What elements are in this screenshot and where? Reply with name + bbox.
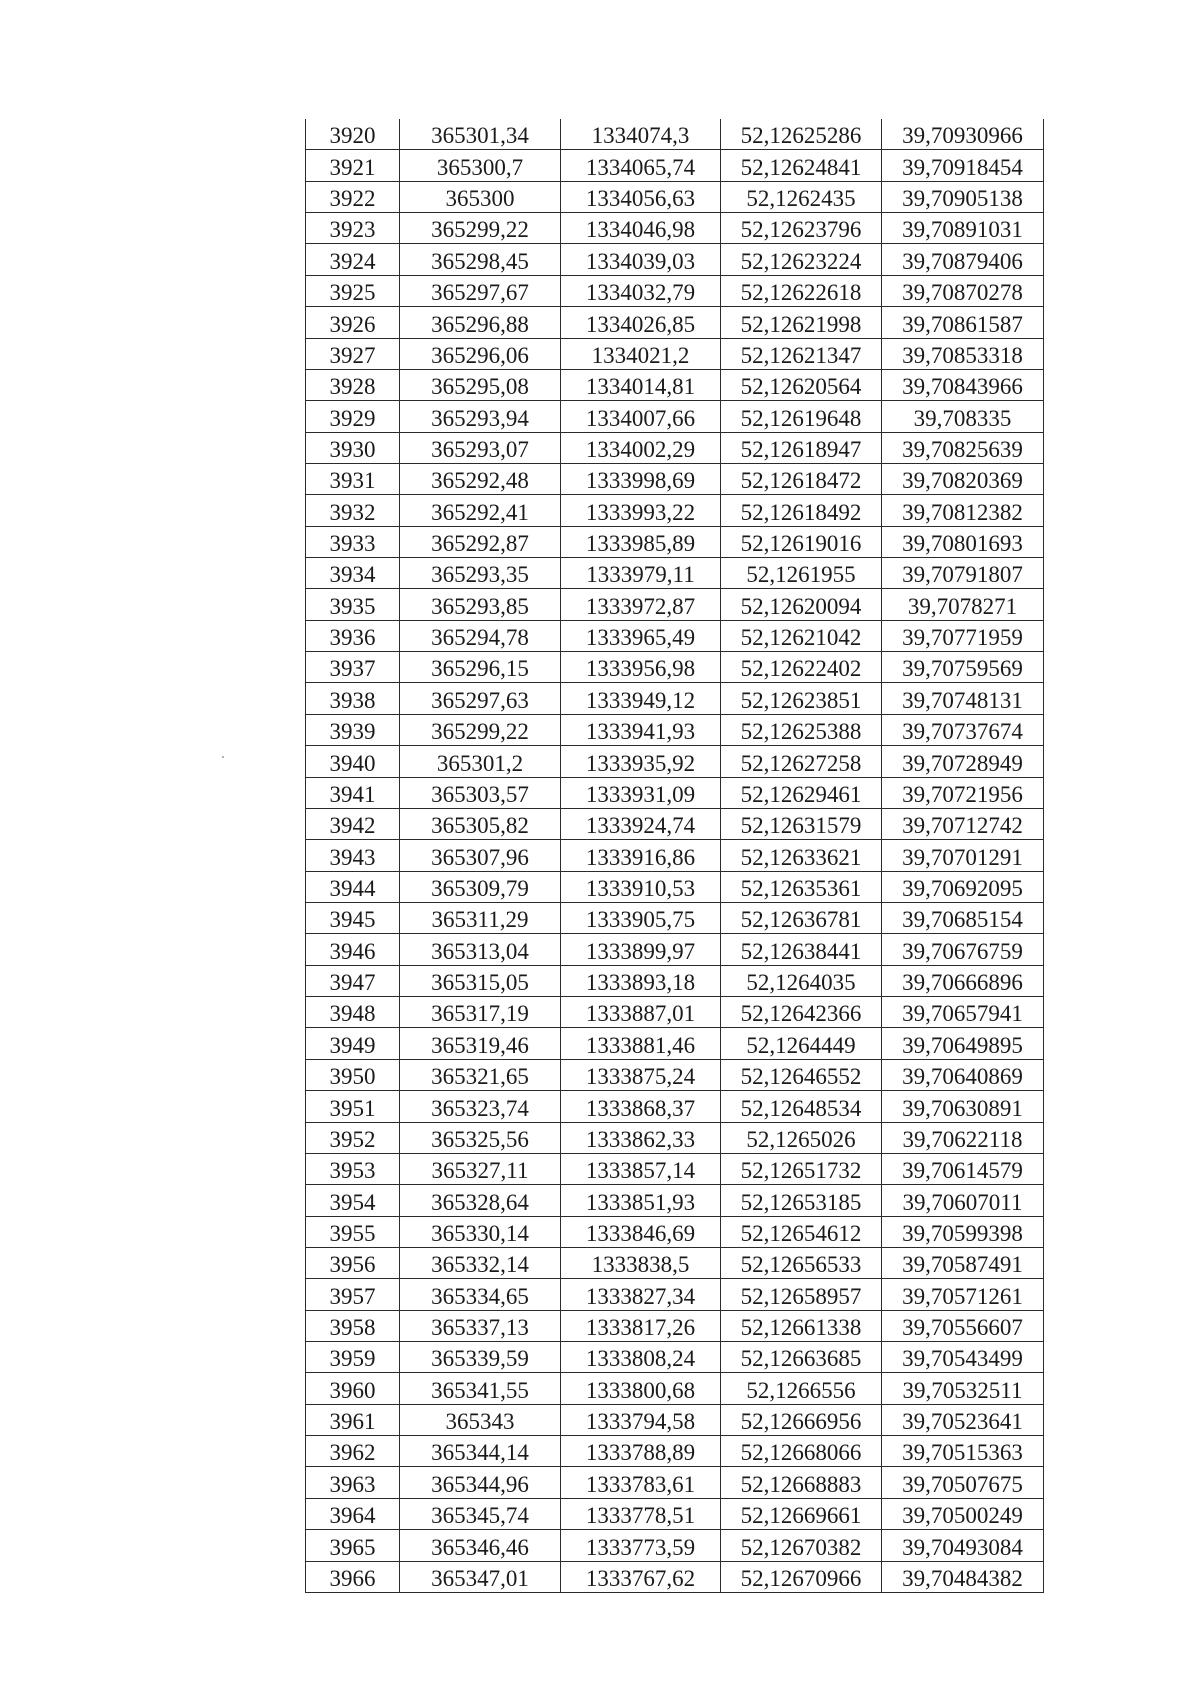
x-coordinate-cell: 365344,14 bbox=[400, 1436, 561, 1467]
table-row bbox=[306, 871, 1044, 902]
longitude-cell: 39,70532511 bbox=[882, 1373, 1044, 1404]
latitude-cell: 52,12618947 bbox=[721, 432, 882, 463]
table-row bbox=[306, 714, 1044, 745]
table-row bbox=[306, 1091, 1044, 1122]
y-coordinate-cell: 1333979,11 bbox=[561, 558, 721, 589]
latitude-cell: 52,12620094 bbox=[721, 589, 882, 620]
y-coordinate-cell: 1333935,92 bbox=[561, 746, 721, 777]
longitude-cell: 39,70649895 bbox=[882, 1028, 1044, 1059]
x-coordinate-cell: 365332,14 bbox=[400, 1247, 561, 1278]
latitude-cell: 52,12627258 bbox=[721, 746, 882, 777]
x-coordinate-cell: 365344,96 bbox=[400, 1467, 561, 1498]
longitude-cell: 39,70692095 bbox=[882, 871, 1044, 902]
point-number-cell: 3961 bbox=[306, 1404, 400, 1435]
longitude-cell: 39,70728949 bbox=[882, 746, 1044, 777]
longitude-cell: 39,70930966 bbox=[882, 119, 1044, 150]
point-number-cell: 3958 bbox=[306, 1310, 400, 1341]
point-number-cell: 3934 bbox=[306, 558, 400, 589]
latitude-cell: 52,1264035 bbox=[721, 965, 882, 996]
point-number-cell: 3953 bbox=[306, 1153, 400, 1184]
point-number-cell: 3936 bbox=[306, 620, 400, 651]
table-row bbox=[306, 1216, 1044, 1247]
x-coordinate-cell: 365293,35 bbox=[400, 558, 561, 589]
table-row bbox=[306, 1153, 1044, 1184]
longitude-cell: 39,70918454 bbox=[882, 150, 1044, 181]
point-number-cell: 3921 bbox=[306, 150, 400, 181]
table-row bbox=[306, 1122, 1044, 1153]
latitude-cell: 52,12619648 bbox=[721, 401, 882, 432]
x-coordinate-cell: 365295,08 bbox=[400, 369, 561, 400]
y-coordinate-cell: 1334074,3 bbox=[561, 119, 721, 150]
point-number-cell: 3946 bbox=[306, 934, 400, 965]
table-row bbox=[306, 213, 1044, 244]
y-coordinate-cell: 1333931,09 bbox=[561, 777, 721, 808]
point-number-cell: 3944 bbox=[306, 871, 400, 902]
y-coordinate-cell: 1334032,79 bbox=[561, 275, 721, 306]
y-coordinate-cell: 1333893,18 bbox=[561, 965, 721, 996]
x-coordinate-cell: 365292,48 bbox=[400, 463, 561, 494]
x-coordinate-cell: 365297,67 bbox=[400, 275, 561, 306]
longitude-cell: 39,70771959 bbox=[882, 620, 1044, 651]
x-coordinate-cell: 365334,65 bbox=[400, 1279, 561, 1310]
longitude-cell: 39,70507675 bbox=[882, 1467, 1044, 1498]
x-coordinate-cell: 365292,41 bbox=[400, 495, 561, 526]
y-coordinate-cell: 1333778,51 bbox=[561, 1498, 721, 1529]
latitude-cell: 52,12635361 bbox=[721, 871, 882, 902]
longitude-cell: 39,70556607 bbox=[882, 1310, 1044, 1341]
x-coordinate-cell: 365307,96 bbox=[400, 840, 561, 871]
y-coordinate-cell: 1333949,12 bbox=[561, 683, 721, 714]
y-coordinate-cell: 1334056,63 bbox=[561, 181, 721, 212]
point-number-cell: 3927 bbox=[306, 338, 400, 369]
table-row bbox=[306, 275, 1044, 306]
table-row bbox=[306, 1404, 1044, 1435]
y-coordinate-cell: 1333862,33 bbox=[561, 1122, 721, 1153]
y-coordinate-cell: 1334007,66 bbox=[561, 401, 721, 432]
latitude-cell: 52,12633621 bbox=[721, 840, 882, 871]
point-number-cell: 3938 bbox=[306, 683, 400, 714]
y-coordinate-cell: 1334039,03 bbox=[561, 244, 721, 275]
x-coordinate-cell: 365297,63 bbox=[400, 683, 561, 714]
point-number-cell: 3952 bbox=[306, 1122, 400, 1153]
longitude-cell: 39,70500249 bbox=[882, 1498, 1044, 1529]
latitude-cell: 52,12623796 bbox=[721, 213, 882, 244]
latitude-cell: 52,12623224 bbox=[721, 244, 882, 275]
latitude-cell: 52,12668883 bbox=[721, 1467, 882, 1498]
latitude-cell: 52,12636781 bbox=[721, 902, 882, 933]
y-coordinate-cell: 1333965,49 bbox=[561, 620, 721, 651]
y-coordinate-cell: 1333941,93 bbox=[561, 714, 721, 745]
x-coordinate-cell: 365305,82 bbox=[400, 808, 561, 839]
table-row bbox=[306, 1436, 1044, 1467]
point-number-cell: 3923 bbox=[306, 213, 400, 244]
table-row bbox=[306, 934, 1044, 965]
longitude-cell: 39,70721956 bbox=[882, 777, 1044, 808]
x-coordinate-cell: 365296,15 bbox=[400, 652, 561, 683]
latitude-cell: 52,12622618 bbox=[721, 275, 882, 306]
table-row bbox=[306, 589, 1044, 620]
y-coordinate-cell: 1334046,98 bbox=[561, 213, 721, 244]
latitude-cell: 52,12618472 bbox=[721, 463, 882, 494]
y-coordinate-cell: 1333881,46 bbox=[561, 1028, 721, 1059]
y-coordinate-cell: 1333808,24 bbox=[561, 1342, 721, 1373]
x-coordinate-cell: 365330,14 bbox=[400, 1216, 561, 1247]
y-coordinate-cell: 1333910,53 bbox=[561, 871, 721, 902]
longitude-cell: 39,70523641 bbox=[882, 1404, 1044, 1435]
y-coordinate-cell: 1333767,62 bbox=[561, 1561, 721, 1592]
x-coordinate-cell: 365300 bbox=[400, 181, 561, 212]
x-coordinate-cell: 365292,87 bbox=[400, 526, 561, 557]
x-coordinate-cell: 365294,78 bbox=[400, 620, 561, 651]
point-number-cell: 3928 bbox=[306, 369, 400, 400]
table-row bbox=[306, 150, 1044, 181]
point-number-cell: 3959 bbox=[306, 1342, 400, 1373]
longitude-cell: 39,70712742 bbox=[882, 808, 1044, 839]
x-coordinate-cell: 365293,07 bbox=[400, 432, 561, 463]
longitude-cell: 39,70905138 bbox=[882, 181, 1044, 212]
latitude-cell: 52,12621042 bbox=[721, 620, 882, 651]
longitude-cell: 39,70820369 bbox=[882, 463, 1044, 494]
longitude-cell: 39,70484382 bbox=[882, 1561, 1044, 1592]
y-coordinate-cell: 1333875,24 bbox=[561, 1059, 721, 1090]
latitude-cell: 52,1261955 bbox=[721, 558, 882, 589]
point-number-cell: 3947 bbox=[306, 965, 400, 996]
longitude-cell: 39,70493084 bbox=[882, 1530, 1044, 1561]
y-coordinate-cell: 1333972,87 bbox=[561, 589, 721, 620]
point-number-cell: 3920 bbox=[306, 119, 400, 150]
point-number-cell: 3935 bbox=[306, 589, 400, 620]
longitude-cell: 39,70599398 bbox=[882, 1216, 1044, 1247]
x-coordinate-cell: 365321,65 bbox=[400, 1059, 561, 1090]
latitude-cell: 52,12670966 bbox=[721, 1561, 882, 1592]
longitude-cell: 39,70801693 bbox=[882, 526, 1044, 557]
latitude-cell: 52,12651732 bbox=[721, 1153, 882, 1184]
point-number-cell: 3942 bbox=[306, 808, 400, 839]
table-row bbox=[306, 181, 1044, 212]
y-coordinate-cell: 1333998,69 bbox=[561, 463, 721, 494]
longitude-cell: 39,70891031 bbox=[882, 213, 1044, 244]
longitude-cell: 39,70748131 bbox=[882, 683, 1044, 714]
x-coordinate-cell: 365298,45 bbox=[400, 244, 561, 275]
table-body bbox=[306, 119, 1044, 1592]
latitude-cell: 52,12624841 bbox=[721, 150, 882, 181]
latitude-cell: 52,12666956 bbox=[721, 1404, 882, 1435]
table-row bbox=[306, 558, 1044, 589]
y-coordinate-cell: 1333868,37 bbox=[561, 1091, 721, 1122]
point-number-cell: 3966 bbox=[306, 1561, 400, 1592]
table-row bbox=[306, 119, 1044, 150]
point-number-cell: 3941 bbox=[306, 777, 400, 808]
longitude-cell: 39,70607011 bbox=[882, 1185, 1044, 1216]
table-row bbox=[306, 1530, 1044, 1561]
longitude-cell: 39,70812382 bbox=[882, 495, 1044, 526]
latitude-cell: 52,12646552 bbox=[721, 1059, 882, 1090]
table-row bbox=[306, 1185, 1044, 1216]
y-coordinate-cell: 1333800,68 bbox=[561, 1373, 721, 1404]
y-coordinate-cell: 1333916,86 bbox=[561, 840, 721, 871]
latitude-cell: 52,12625388 bbox=[721, 714, 882, 745]
coordinates-table bbox=[305, 119, 1044, 1593]
point-number-cell: 3948 bbox=[306, 997, 400, 1028]
scan-speck bbox=[222, 756, 224, 758]
y-coordinate-cell: 1333956,98 bbox=[561, 652, 721, 683]
table-row bbox=[306, 432, 1044, 463]
latitude-cell: 52,1265026 bbox=[721, 1122, 882, 1153]
x-coordinate-cell: 365293,94 bbox=[400, 401, 561, 432]
latitude-cell: 52,12658957 bbox=[721, 1279, 882, 1310]
y-coordinate-cell: 1334065,74 bbox=[561, 150, 721, 181]
latitude-cell: 52,12619016 bbox=[721, 526, 882, 557]
point-number-cell: 3924 bbox=[306, 244, 400, 275]
table-row bbox=[306, 997, 1044, 1028]
x-coordinate-cell: 365325,56 bbox=[400, 1122, 561, 1153]
latitude-cell: 52,12669661 bbox=[721, 1498, 882, 1529]
point-number-cell: 3931 bbox=[306, 463, 400, 494]
table-row bbox=[306, 808, 1044, 839]
latitude-cell: 52,12670382 bbox=[721, 1530, 882, 1561]
table-row bbox=[306, 746, 1044, 777]
x-coordinate-cell: 365313,04 bbox=[400, 934, 561, 965]
x-coordinate-cell: 365303,57 bbox=[400, 777, 561, 808]
latitude-cell: 52,12629461 bbox=[721, 777, 882, 808]
y-coordinate-cell: 1334021,2 bbox=[561, 338, 721, 369]
longitude-cell: 39,70657941 bbox=[882, 997, 1044, 1028]
table-row bbox=[306, 369, 1044, 400]
x-coordinate-cell: 365327,11 bbox=[400, 1153, 561, 1184]
latitude-cell: 52,12621347 bbox=[721, 338, 882, 369]
x-coordinate-cell: 365343 bbox=[400, 1404, 561, 1435]
point-number-cell: 3945 bbox=[306, 902, 400, 933]
longitude-cell: 39,70640869 bbox=[882, 1059, 1044, 1090]
x-coordinate-cell: 365339,59 bbox=[400, 1342, 561, 1373]
y-coordinate-cell: 1333817,26 bbox=[561, 1310, 721, 1341]
y-coordinate-cell: 1333899,97 bbox=[561, 934, 721, 965]
longitude-cell: 39,70701291 bbox=[882, 840, 1044, 871]
point-number-cell: 3954 bbox=[306, 1185, 400, 1216]
y-coordinate-cell: 1333773,59 bbox=[561, 1530, 721, 1561]
table-row bbox=[306, 902, 1044, 933]
x-coordinate-cell: 365341,55 bbox=[400, 1373, 561, 1404]
longitude-cell: 39,70630891 bbox=[882, 1091, 1044, 1122]
point-number-cell: 3937 bbox=[306, 652, 400, 683]
x-coordinate-cell: 365311,29 bbox=[400, 902, 561, 933]
table-row bbox=[306, 401, 1044, 432]
y-coordinate-cell: 1334014,81 bbox=[561, 369, 721, 400]
point-number-cell: 3930 bbox=[306, 432, 400, 463]
latitude-cell: 52,1266556 bbox=[721, 1373, 882, 1404]
table-row bbox=[306, 307, 1044, 338]
latitude-cell: 52,12661338 bbox=[721, 1310, 882, 1341]
longitude-cell: 39,70587491 bbox=[882, 1247, 1044, 1278]
point-number-cell: 3929 bbox=[306, 401, 400, 432]
latitude-cell: 52,12618492 bbox=[721, 495, 882, 526]
latitude-cell: 52,12663685 bbox=[721, 1342, 882, 1373]
longitude-cell: 39,70861587 bbox=[882, 307, 1044, 338]
point-number-cell: 3957 bbox=[306, 1279, 400, 1310]
x-coordinate-cell: 365317,19 bbox=[400, 997, 561, 1028]
table-row bbox=[306, 244, 1044, 275]
x-coordinate-cell: 365309,79 bbox=[400, 871, 561, 902]
longitude-cell: 39,708335 bbox=[882, 401, 1044, 432]
y-coordinate-cell: 1333985,89 bbox=[561, 526, 721, 557]
latitude-cell: 52,12622402 bbox=[721, 652, 882, 683]
latitude-cell: 52,12621998 bbox=[721, 307, 882, 338]
latitude-cell: 52,1264449 bbox=[721, 1028, 882, 1059]
point-number-cell: 3955 bbox=[306, 1216, 400, 1247]
x-coordinate-cell: 365299,22 bbox=[400, 714, 561, 745]
table-row bbox=[306, 1310, 1044, 1341]
y-coordinate-cell: 1333827,34 bbox=[561, 1279, 721, 1310]
longitude-cell: 39,7078271 bbox=[882, 589, 1044, 620]
longitude-cell: 39,70614579 bbox=[882, 1153, 1044, 1184]
latitude-cell: 52,12654612 bbox=[721, 1216, 882, 1247]
x-coordinate-cell: 365323,74 bbox=[400, 1091, 561, 1122]
point-number-cell: 3960 bbox=[306, 1373, 400, 1404]
table-row bbox=[306, 1467, 1044, 1498]
longitude-cell: 39,70685154 bbox=[882, 902, 1044, 933]
point-number-cell: 3951 bbox=[306, 1091, 400, 1122]
longitude-cell: 39,70666896 bbox=[882, 965, 1044, 996]
table-row bbox=[306, 777, 1044, 808]
point-number-cell: 3940 bbox=[306, 746, 400, 777]
y-coordinate-cell: 1333857,14 bbox=[561, 1153, 721, 1184]
longitude-cell: 39,70737674 bbox=[882, 714, 1044, 745]
point-number-cell: 3949 bbox=[306, 1028, 400, 1059]
table-row bbox=[306, 652, 1044, 683]
table-row bbox=[306, 965, 1044, 996]
longitude-cell: 39,70759569 bbox=[882, 652, 1044, 683]
y-coordinate-cell: 1333794,58 bbox=[561, 1404, 721, 1435]
table-row bbox=[306, 1498, 1044, 1529]
longitude-cell: 39,70853318 bbox=[882, 338, 1044, 369]
x-coordinate-cell: 365346,46 bbox=[400, 1530, 561, 1561]
longitude-cell: 39,70879406 bbox=[882, 244, 1044, 275]
x-coordinate-cell: 365337,13 bbox=[400, 1310, 561, 1341]
point-number-cell: 3956 bbox=[306, 1247, 400, 1278]
table-row bbox=[306, 1342, 1044, 1373]
x-coordinate-cell: 365319,46 bbox=[400, 1028, 561, 1059]
y-coordinate-cell: 1333887,01 bbox=[561, 997, 721, 1028]
x-coordinate-cell: 365328,64 bbox=[400, 1185, 561, 1216]
y-coordinate-cell: 1333993,22 bbox=[561, 495, 721, 526]
latitude-cell: 52,12631579 bbox=[721, 808, 882, 839]
table-row bbox=[306, 1059, 1044, 1090]
longitude-cell: 39,70843966 bbox=[882, 369, 1044, 400]
x-coordinate-cell: 365296,06 bbox=[400, 338, 561, 369]
point-number-cell: 3922 bbox=[306, 181, 400, 212]
table-row bbox=[306, 1561, 1044, 1592]
latitude-cell: 52,12623851 bbox=[721, 683, 882, 714]
latitude-cell: 52,12638441 bbox=[721, 934, 882, 965]
longitude-cell: 39,70622118 bbox=[882, 1122, 1044, 1153]
x-coordinate-cell: 365293,85 bbox=[400, 589, 561, 620]
point-number-cell: 3962 bbox=[306, 1436, 400, 1467]
table-row bbox=[306, 338, 1044, 369]
longitude-cell: 39,70515363 bbox=[882, 1436, 1044, 1467]
latitude-cell: 52,1262435 bbox=[721, 181, 882, 212]
point-number-cell: 3943 bbox=[306, 840, 400, 871]
latitude-cell: 52,12625286 bbox=[721, 119, 882, 150]
point-number-cell: 3939 bbox=[306, 714, 400, 745]
latitude-cell: 52,12620564 bbox=[721, 369, 882, 400]
table-row bbox=[306, 840, 1044, 871]
x-coordinate-cell: 365301,34 bbox=[400, 119, 561, 150]
table-row bbox=[306, 620, 1044, 651]
y-coordinate-cell: 1334002,29 bbox=[561, 432, 721, 463]
y-coordinate-cell: 1333788,89 bbox=[561, 1436, 721, 1467]
x-coordinate-cell: 365345,74 bbox=[400, 1498, 561, 1529]
table-row bbox=[306, 463, 1044, 494]
longitude-cell: 39,70791807 bbox=[882, 558, 1044, 589]
longitude-cell: 39,70543499 bbox=[882, 1342, 1044, 1373]
longitude-cell: 39,70571261 bbox=[882, 1279, 1044, 1310]
table-row bbox=[306, 495, 1044, 526]
x-coordinate-cell: 365299,22 bbox=[400, 213, 561, 244]
x-coordinate-cell: 365300,7 bbox=[400, 150, 561, 181]
x-coordinate-cell: 365296,88 bbox=[400, 307, 561, 338]
point-number-cell: 3932 bbox=[306, 495, 400, 526]
table-row bbox=[306, 1279, 1044, 1310]
point-number-cell: 3926 bbox=[306, 307, 400, 338]
latitude-cell: 52,12653185 bbox=[721, 1185, 882, 1216]
table-row bbox=[306, 683, 1044, 714]
y-coordinate-cell: 1333838,5 bbox=[561, 1247, 721, 1278]
point-number-cell: 3933 bbox=[306, 526, 400, 557]
y-coordinate-cell: 1333905,75 bbox=[561, 902, 721, 933]
point-number-cell: 3925 bbox=[306, 275, 400, 306]
table-row bbox=[306, 1373, 1044, 1404]
table-row bbox=[306, 1247, 1044, 1278]
latitude-cell: 52,12648534 bbox=[721, 1091, 882, 1122]
table-row bbox=[306, 1028, 1044, 1059]
y-coordinate-cell: 1333846,69 bbox=[561, 1216, 721, 1247]
x-coordinate-cell: 365315,05 bbox=[400, 965, 561, 996]
longitude-cell: 39,70676759 bbox=[882, 934, 1044, 965]
longitude-cell: 39,70825639 bbox=[882, 432, 1044, 463]
y-coordinate-cell: 1333924,74 bbox=[561, 808, 721, 839]
table-row bbox=[306, 526, 1044, 557]
point-number-cell: 3965 bbox=[306, 1530, 400, 1561]
y-coordinate-cell: 1334026,85 bbox=[561, 307, 721, 338]
point-number-cell: 3950 bbox=[306, 1059, 400, 1090]
x-coordinate-cell: 365301,2 bbox=[400, 746, 561, 777]
x-coordinate-cell: 365347,01 bbox=[400, 1561, 561, 1592]
point-number-cell: 3964 bbox=[306, 1498, 400, 1529]
latitude-cell: 52,12656533 bbox=[721, 1247, 882, 1278]
latitude-cell: 52,12642366 bbox=[721, 997, 882, 1028]
y-coordinate-cell: 1333851,93 bbox=[561, 1185, 721, 1216]
point-number-cell: 3963 bbox=[306, 1467, 400, 1498]
longitude-cell: 39,70870278 bbox=[882, 275, 1044, 306]
latitude-cell: 52,12668066 bbox=[721, 1436, 882, 1467]
y-coordinate-cell: 1333783,61 bbox=[561, 1467, 721, 1498]
